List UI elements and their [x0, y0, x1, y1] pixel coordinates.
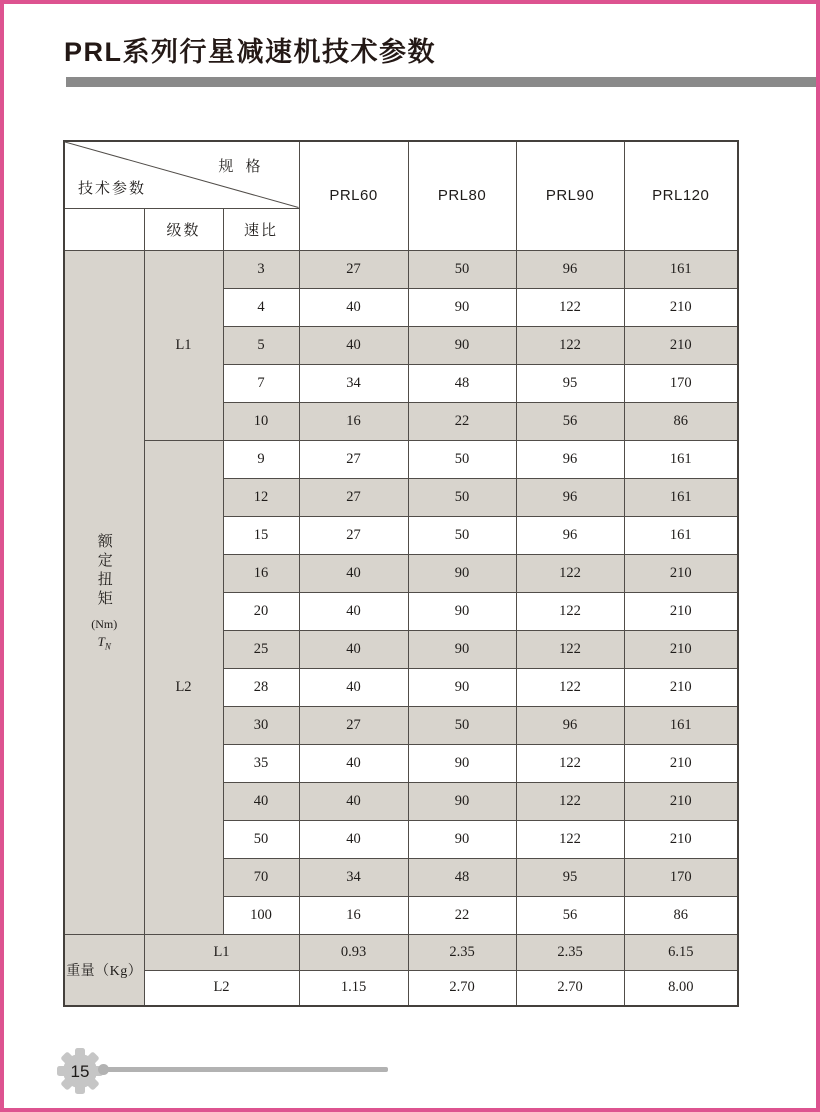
weight-row-l2 [64, 970, 738, 1006]
title-underline-bar [66, 77, 816, 87]
ratio-cell: 3 [223, 250, 299, 288]
value-cell: 50 [408, 516, 516, 554]
value-cell: 27 [299, 706, 408, 744]
value-cell: 56 [516, 896, 624, 934]
page-number: 15 [70, 1062, 90, 1081]
value-cell: 96 [516, 706, 624, 744]
corner-header-cell [64, 141, 299, 208]
value-cell: 50 [408, 706, 516, 744]
value-cell: 210 [624, 326, 738, 364]
column-header-prl120: PRL120 [624, 141, 738, 250]
value-cell: 8.00 [624, 970, 738, 1006]
ratio-cell: 9 [223, 440, 299, 478]
ratio-cell: 20 [223, 592, 299, 630]
value-cell: 22 [408, 896, 516, 934]
value-cell: 2.70 [516, 970, 624, 1006]
corner-param-label: 技术参数 [78, 179, 147, 197]
value-cell: 210 [624, 744, 738, 782]
ratio-cell: 25 [223, 630, 299, 668]
page-title: PRL系列行星减速机技术参数 [64, 37, 436, 67]
value-cell: 34 [299, 858, 408, 896]
ratio-cell: 70 [223, 858, 299, 896]
weight-body [64, 934, 738, 1006]
value-cell: 48 [408, 858, 516, 896]
value-cell: 96 [516, 478, 624, 516]
value-cell: 40 [299, 288, 408, 326]
table-body [64, 250, 738, 934]
value-cell: 90 [408, 782, 516, 820]
value-cell: 56 [516, 402, 624, 440]
rated-torque-label-cell [64, 250, 144, 934]
value-cell: 22 [408, 402, 516, 440]
stage-header: 级数 [144, 208, 223, 250]
value-cell: 122 [516, 592, 624, 630]
value-cell: 90 [408, 668, 516, 706]
value-cell: 40 [299, 592, 408, 630]
value-cell: 210 [624, 288, 738, 326]
table-row [64, 250, 738, 288]
ratio-cell: 35 [223, 744, 299, 782]
value-cell: 161 [624, 478, 738, 516]
footer-divider-line [106, 1067, 388, 1072]
rated-torque-symbol: $T_N$ [97, 633, 111, 652]
value-cell: 210 [624, 820, 738, 858]
value-cell: 90 [408, 592, 516, 630]
value-cell: 90 [408, 820, 516, 858]
value-cell: 48 [408, 364, 516, 402]
value-cell: 40 [299, 744, 408, 782]
ratio-cell: 4 [223, 288, 299, 326]
weight-label-cell: 重量（Kg） [64, 934, 144, 1006]
value-cell: 96 [516, 440, 624, 478]
value-cell: 210 [624, 554, 738, 592]
value-cell: 122 [516, 668, 624, 706]
value-cell: 210 [624, 592, 738, 630]
column-header-prl90: PRL90 [516, 141, 624, 250]
value-cell: 2.70 [408, 970, 516, 1006]
value-cell: 90 [408, 288, 516, 326]
value-cell: 2.35 [408, 934, 516, 970]
value-cell: 122 [516, 782, 624, 820]
column-header-prl60: PRL60 [299, 141, 408, 250]
value-cell: 2.35 [516, 934, 624, 970]
value-cell: 90 [408, 744, 516, 782]
rated-torque-text: 额定扭矩 [95, 532, 112, 609]
value-cell: 161 [624, 516, 738, 554]
stage-cell-l2: L2 [144, 440, 223, 934]
value-cell: 90 [408, 630, 516, 668]
value-cell: 95 [516, 858, 624, 896]
ratio-cell: 15 [223, 516, 299, 554]
value-cell: 90 [408, 554, 516, 592]
spec-table [63, 140, 739, 1007]
ratio-cell: 12 [223, 478, 299, 516]
value-cell: 6.15 [624, 934, 738, 970]
table-row [64, 440, 738, 478]
stage-cell-l1: L1 [144, 250, 223, 440]
value-cell: 86 [624, 896, 738, 934]
value-cell: 161 [624, 440, 738, 478]
weight-stage-cell: L2 [144, 970, 299, 1006]
ratio-cell: 50 [223, 820, 299, 858]
empty-header-cell [64, 208, 144, 250]
ratio-cell: 30 [223, 706, 299, 744]
value-cell: 27 [299, 250, 408, 288]
value-cell: 96 [516, 516, 624, 554]
value-cell: 122 [516, 554, 624, 592]
value-cell: 170 [624, 858, 738, 896]
value-cell: 170 [624, 364, 738, 402]
value-cell: 27 [299, 478, 408, 516]
value-cell: 96 [516, 250, 624, 288]
value-cell: 40 [299, 820, 408, 858]
ratio-cell: 16 [223, 554, 299, 592]
value-cell: 0.93 [299, 934, 408, 970]
value-cell: 40 [299, 630, 408, 668]
page-number-gear-icon [56, 1047, 104, 1095]
value-cell: 34 [299, 364, 408, 402]
ratio-cell: 7 [223, 364, 299, 402]
value-cell: 161 [624, 250, 738, 288]
value-cell: 27 [299, 516, 408, 554]
value-cell: 95 [516, 364, 624, 402]
ratio-header: 速比 [223, 208, 299, 250]
value-cell: 161 [624, 706, 738, 744]
value-cell: 50 [408, 250, 516, 288]
value-cell: 122 [516, 744, 624, 782]
ratio-cell: 28 [223, 668, 299, 706]
value-cell: 210 [624, 630, 738, 668]
value-cell: 122 [516, 820, 624, 858]
value-cell: 90 [408, 326, 516, 364]
value-cell: 40 [299, 554, 408, 592]
corner-spec-label: 规 格 [218, 158, 265, 175]
value-cell: 122 [516, 326, 624, 364]
ratio-cell: 10 [223, 402, 299, 440]
weight-stage-cell: L1 [144, 934, 299, 970]
value-cell: 210 [624, 782, 738, 820]
value-cell: 122 [516, 630, 624, 668]
value-cell: 50 [408, 478, 516, 516]
value-cell: 16 [299, 896, 408, 934]
value-cell: 40 [299, 668, 408, 706]
value-cell: 40 [299, 782, 408, 820]
ratio-cell: 5 [223, 326, 299, 364]
value-cell: 50 [408, 440, 516, 478]
value-cell: 40 [299, 326, 408, 364]
value-cell: 210 [624, 668, 738, 706]
value-cell: 86 [624, 402, 738, 440]
ratio-cell: 40 [223, 782, 299, 820]
column-header-prl80: PRL80 [408, 141, 516, 250]
weight-row-l1 [64, 934, 738, 970]
value-cell: 1.15 [299, 970, 408, 1006]
ratio-cell: 100 [223, 896, 299, 934]
value-cell: 27 [299, 440, 408, 478]
rated-torque-unit: (Nm) [91, 616, 118, 631]
value-cell: 122 [516, 288, 624, 326]
value-cell: 16 [299, 402, 408, 440]
